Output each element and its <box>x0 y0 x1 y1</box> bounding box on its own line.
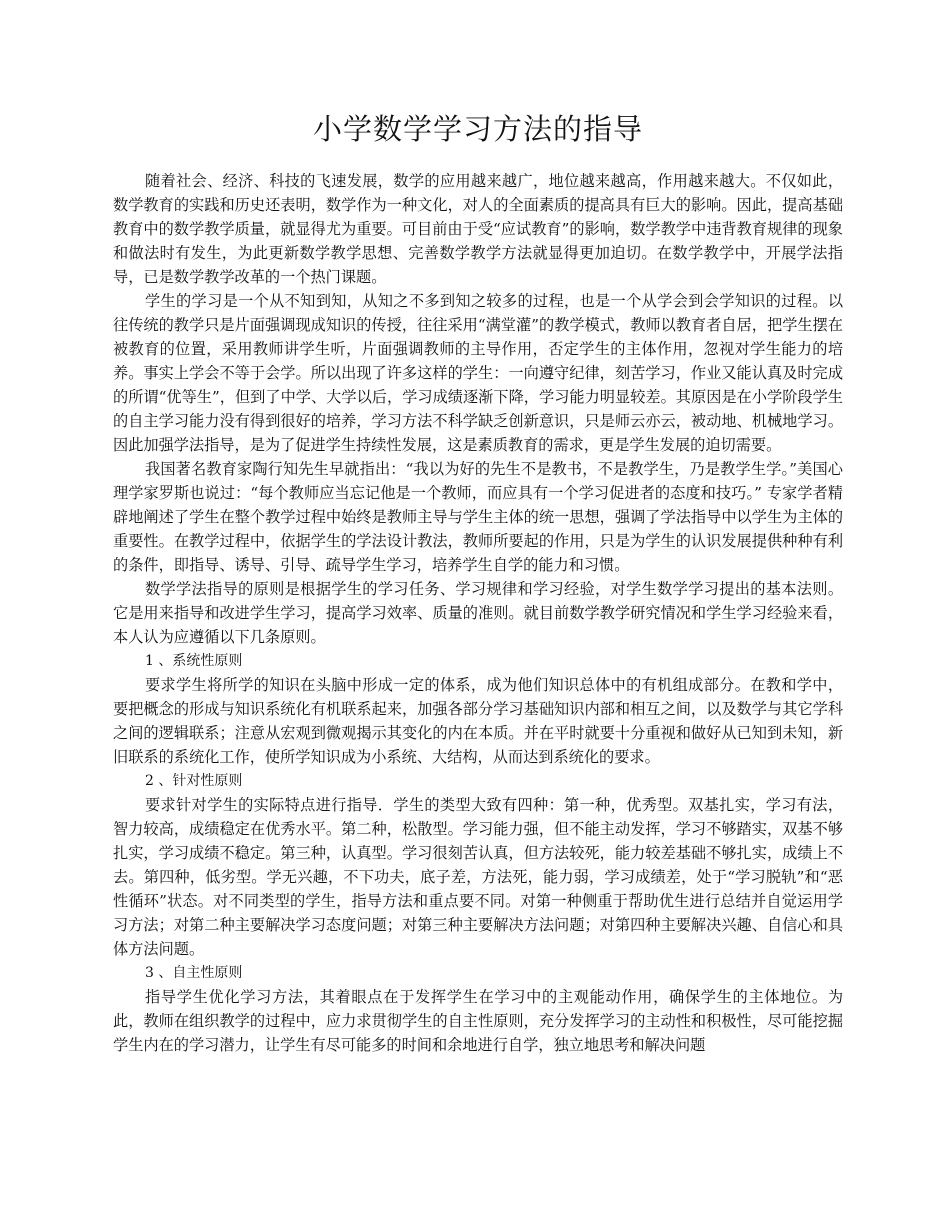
body-paragraph: 随着社会、经济、科技的飞速发展，数学的应用越来越广，地位越来越高，作用越来越大。不仅如此，数学教育的实践和历史还表明，数学作为一种文化，对人的全面素质的提高具有巨大的影响。因此，提高基础教育中的数学教学质量，就显得尤为重要。可目前由于受“应试教育”的影响，数学教学中违背教育规律的现象和做法时有发生，为此更新数学教学思想、完善数学教学方法就显得更加迫切。在数学教学中，开展学法指导，已是数学教学改革的一个热门课题。 <box>113 171 843 286</box>
section-heading: 1 、系统性原则 <box>145 652 243 669</box>
body-paragraph: 数学学法指导的原则是根据学生的学习任务、学习规律和学习经验，对学生数学学习提出的基本法则。它是用来指导和改进学生学习，提高学习效率、质量的准则。就目前数学教学研究情况和学生学习经验来看，本人认为应遵循以下几条原则。 <box>113 579 843 646</box>
body-paragraph: 学生的学习是一个从不知到知，从知之不多到知之较多的过程，也是一个从学会到会学知识的过程。以往传统的教学只是片面强调现成知识的传授，往往采用“满堂灌”的教学模式，教师以教育者自居，把学生摆在被教育的位置，采用教师讲学生听，片面强调教师的主导作用，否定学生的主体作用，忽视对学生能力的培养。事实上学会不等于会学。所以出现了许多这样的学生：一向遵守纪律，刻苦学习，作业又能认真及时完成的所谓“优等生”，但到了中学、大学以后，学习成绩逐渐下降，学习能力明显较差。其原因是在小学阶段学生的自主学习能力没有得到很好的培养，学习方法不科学缺乏创新意识，只是师云亦云，被动地、机械地学习。因此加强学法指导，是为了促进学生持续性发展，这是素质教育的需求，更是学生发展的迫切需要。 <box>113 291 843 454</box>
body-paragraph: 我国著名教育家陶行知先生早就指出：“我以为好的先生不是教书，不是教学生，乃是教学生学。”美国心理学家罗斯也说过：“每个教师应当忘记他是一个教师，而应具有一个学习促进者的态度和技巧。” 专家学者精辟地阐述了学生在整个教学过程中始终是教师主导与学生主体的统一思想，强调了学法指导中以学生为主体的重要性。在教学过程中，依据学生的学法设计教法，教师所要起的作用，只是为学生的认识发展提供种种有利的条件，即指导、诱导、引导、疏导学生学习，培养学生自学的能力和习惯。 <box>113 459 843 574</box>
document-title: 小学数学学习方法的指导 <box>312 112 643 146</box>
section-heading: 2 、针对性原则 <box>145 772 243 789</box>
document-page <box>113 112 843 1057</box>
section-paragraph: 要求针对学生的实际特点进行指导．学生的类型大致有四种：第一种，优秀型。双基扎实，学习有法，智力较高，成绩稳定在优秀水平。第二种，松散型。学习能力强，但不能主动发挥，学习不够踏实，双基不够扎实，学习成绩不稳定。第三种，认真型。学习很刻苦认真，但方法较死，能力较差基础不够扎实，成绩上不去。第四种，低劣型。学无兴趣，不下功夫，底子差，方法死，能力弱，学习成绩差，处于“学习脱轨”和“恶性循环”状态。对不同类型的学生，指导方法和重点要不同。对第一种侧重于帮助优生进行总结并自觉运用学习方法；对第二种主要解决学习态度问题；对第三种主要解决方法问题；对第四种主要解决兴趣、自信心和具体方法问题。 <box>113 795 843 958</box>
section-paragraph: 指导学生优化学习方法，其着眼点在于发挥学生在学习中的主观能动作用，确保学生的主体地位。为此，教师在组织教学的过程中，应力求贯彻学生的自主性原则，充分发挥学习的主动性和积极性，尽可能挖掘学生内在的学习潜力，让学生有尽可能多的时间和余地进行自学，独立地思考和解决问题 <box>113 987 843 1054</box>
section-heading: 3 、自主性原则 <box>145 964 243 981</box>
section-paragraph: 要求学生将所学的知识在头脑中形成一定的体系，成为他们知识总体中的有机组成部分。在教和学中，要把概念的形成与知识系统化有机联系起来，加强各部分学习基础知识内部和相互之间，以及数学与其它学科之间的逻辑联系；注意从宏观到微观揭示其变化的内在本质。并在平时就要十分重视和做好从已知到未知，新旧联系的系统化工作，使所学知识成为小系统、大结构，从而达到系统化的要求。 <box>113 675 843 766</box>
